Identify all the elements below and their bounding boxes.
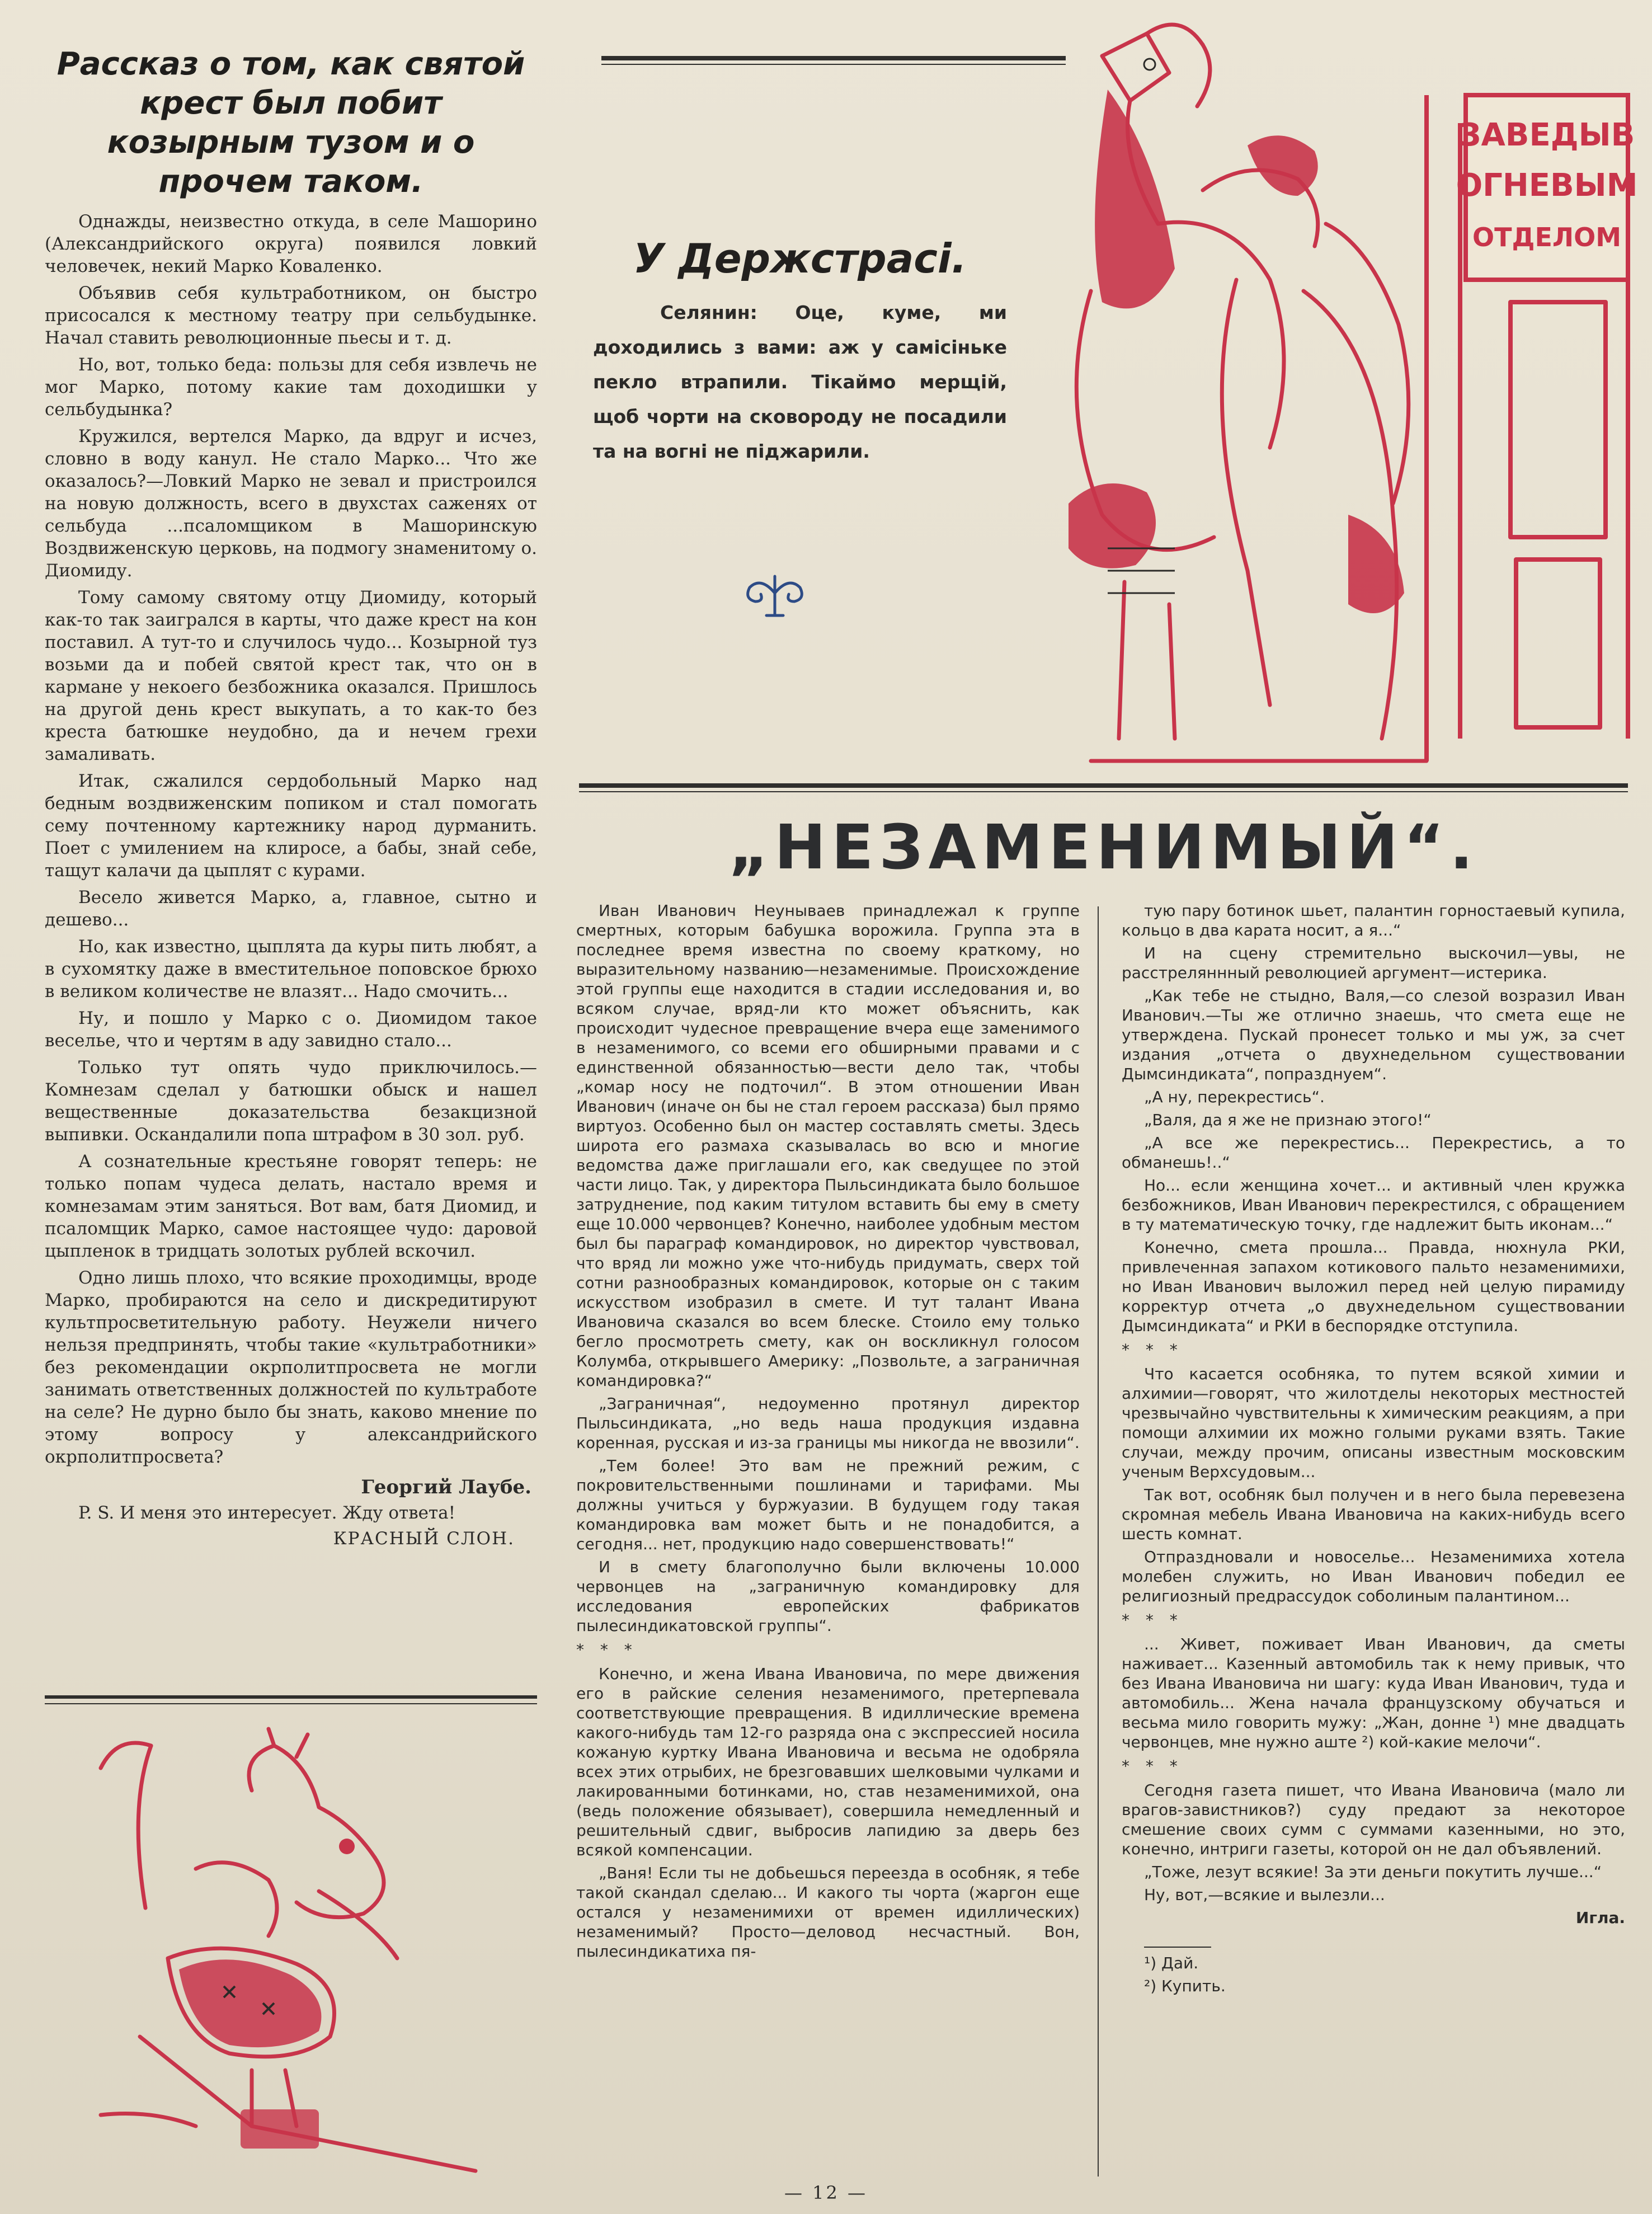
divider-rule bbox=[579, 783, 1628, 788]
article-paragraph: И в смету благополучно были включены 10.000 червонцев на „заграничную командировку для исследования европейских фабрикатов пылесиндикатовской группы“. bbox=[576, 1558, 1080, 1635]
speaker-label: Селянин: bbox=[660, 302, 757, 323]
story-author: Георгий Лаубе. bbox=[361, 1476, 531, 1498]
article-paragraph: тую пару ботинок шьет, палантин горностаевый купила, кольцо в два карата носит, а я...“ bbox=[1122, 901, 1625, 939]
speaker-line: Оце, куме, ми доходились з вами: аж у самісіньке пекло втрапили. Тікаймо мерщій, щоб чорти на сковороду не посадили та на вогні не піджарили. bbox=[593, 302, 1007, 462]
footnote-rule bbox=[1144, 1947, 1211, 1948]
fire-department-cartoon bbox=[1035, 11, 1639, 789]
ornament-icon bbox=[733, 571, 817, 621]
divider-rule bbox=[601, 56, 1066, 60]
article-paragraph: Сегодня газета пишет, что Ивана Ивановича (мало ли врагов-завистников?) суду предают за некоторое смешение своих сумм с суммами казенными, но это, конечно, интриги газеты, которой он не дал объявлений. bbox=[1122, 1781, 1625, 1858]
divider-rule bbox=[45, 1703, 537, 1704]
left-story bbox=[45, 45, 537, 1549]
section-break: * * * bbox=[1122, 1757, 1183, 1775]
derzhstrakh-text bbox=[593, 295, 1007, 469]
section-break: * * * bbox=[576, 1640, 638, 1659]
divider-rule bbox=[579, 791, 1628, 792]
article-paragraph: „А ну, перекрестись“. bbox=[1144, 1088, 1325, 1106]
article-paragraph: „Ваня! Если ты не добьешься переезда в особняк, я тебе такой скандал сделаю... И какого ты чорта (жаргон еще остался у незаменимихи от времен идиллических) незаменимый? Просто—деловод несчастный. Вон, пылесиндикатиха пя- bbox=[576, 1864, 1080, 1961]
story-paragraph: Ну, и пошло у Марко с о. Диомидом такое веселье, что и чертям в аду завидно стало... bbox=[45, 1008, 537, 1051]
story-paragraph: Одно лишь плохо, что всякие проходимцы, вроде Марко, пробираются на село и дискредитируют культпросветительную работу. Неужели ничего нельзя предпринять, чтобы такие «культработники» без рекомендации окрполитпросвета не могли занимать ответственных должностей по культработе на селе? Не дурно было бы знать, каково мнение по этому вопросу у александрийского окрполитпросвета? bbox=[45, 1268, 537, 1467]
footnote: ²) Купить. bbox=[1144, 1977, 1226, 1995]
article-paragraph: „Как тебе не стыдно, Валя,—со слезой возразил Иван Иванович.—Ты же отлично знаешь, что смета еще не утверждена. Пускай пронесет только и мы уж, за счет издания „отчета о двухнедельном существовании Дымсиндиката“, попразднуем“. bbox=[1122, 986, 1625, 1083]
story-paragraph: Итак, сжалился сердобольный Марко над бедным воздвиженским попиком и стал помогать сему почтенному картежнику народ дурманить. Поет с умилением на клиросе, а бабы, знай себе, тащут калачи да цыплят с курами. bbox=[45, 771, 537, 881]
article-paragraph: Конечно, смета прошла... Правда, нюхнула РКИ, привлеченная запахом котикового пальто незаменимихи, но Иван Иванович выложил перед ней целую пирамиду корректур отчета „о двухнедельном существовании Дымсиндиката“ и РКИ в беспорядке отступила. bbox=[1122, 1238, 1625, 1335]
article-paragraph: Отпраздновали и новоселье... Незаменимиха хотела молебен служить, но Иван Иванович победил ее религиозный предрассудок соболиным палантином... bbox=[1122, 1548, 1625, 1605]
story-paragraph: Только тут опять чудо приключилось.—Комнезам сделал у батюшки обыск и нашел вещественные доказательства безакцизной выпивки. Оскандалили попа штрафом в 30 зол. руб. bbox=[45, 1057, 537, 1145]
article-signature: Игла. bbox=[1575, 1909, 1625, 1927]
story-paragraph: Но, как известно, цыплята да куры пить любят, а в сухомятку даже в вместительное поповское брюхо в великом количестве не влазят... Надо смочить... bbox=[45, 937, 537, 1002]
divider-rule bbox=[45, 1695, 537, 1699]
article-paragraph: Так вот, особняк был получен и в него была перевезена скромная мебель Ивана Ивановича на каких-нибудь всего шесть комнат. bbox=[1122, 1486, 1625, 1543]
column-divider bbox=[1098, 906, 1099, 2177]
article-paragraph: Но... если женщина хочет... и активный член кружка безбожников, Иван Иванович перекрестился, с обращением в ту математическую точку, где надлежит быть иконам...“ bbox=[1122, 1176, 1625, 1234]
article-paragraph: „Тем более! Это вам не прежний режим, с покровительственными пошлинами и тарифами. Мы должны учиться у буржуазии. В будущем году такая командировка вам может быть и не понадобится, а сегодня... нет, продукцию надо совершенствовать!“ bbox=[576, 1456, 1080, 1553]
sign-line-2: ОГНЕВЫМ bbox=[1456, 167, 1638, 204]
sign-line-1: ЗАВЕДЫВ bbox=[1458, 117, 1635, 153]
article-paragraph: „Заграничная“, недоуменно протянул директор Пыльсиндиката, „но ведь наша продукция издавна коренная, русская и из-за границы мы никогда не ввозили“. bbox=[576, 1394, 1080, 1452]
story-postscript: P. S. И меня это интересует. Жду ответа! bbox=[78, 1503, 456, 1523]
story-paragraph: Объявив себя культработником, он быстро присосался к местному театру при сельбудынке. Начал ставить революционные пьесы и т. д. bbox=[45, 283, 537, 348]
section-break: * * * bbox=[1122, 1341, 1183, 1359]
story-paragraph: Тому самому святому отцу Диомиду, который как-то так заигрался в карты, что даже крест на кон поставил. А тут-то и случилось чудо... Козырной туз возьми да и побей святой крест так, что он в кармане у некоего безбожника оказался. Пришлось на другой день крест выкупать, а то как-то без креста батюшке неудобно, да и нечем грехи замаливать. bbox=[45, 587, 537, 764]
section-break: * * * bbox=[1122, 1611, 1183, 1629]
story-paragraph: Но, вот, только беда: пользы для себя извлечь не мог Марко, потому какие там доходишки у сельбудынка? bbox=[45, 355, 537, 420]
story-paragraph: А сознательные крестьяне говорят теперь: не только попам чудеса делать, настало время и комнезамам этим заняться. Вот вам, батя Диомид, и псаломщик Марко, самое настоящее чудо: даровой цыпленок в тридцать золотых рублей вскочил. bbox=[45, 1151, 537, 1261]
article-paragraph: Конечно, и жена Ивана Ивановича, по мере движения его в райские селения незаменимого, претерпевала соответствующие превращения. В идиллические времена какого-нибудь там 12-го разряда она с экспрессией носила кожаную куртку Ивана Ивановича и весьма не одобряла всех этих отрыбих, не брезговавших шелковыми чулками и лакированными ботинками, но, став незаменимихой, она (ведь положение обязывает), совершила немедленный и решительный сдвиг, выбросив лапидию за дверь без всякой компенсации. bbox=[576, 1665, 1080, 1859]
devil-priest-cartoon bbox=[84, 1723, 520, 2182]
story-paragraph: Весело живется Марко, а, главное, сытно и дешево... bbox=[45, 887, 537, 930]
article-paragraph: Иван Иванович Неунываев принадлежал к группе смертных, которым бабушка ворожила. Группа эта в последнее время известна по своему краткому, но выразительному названию—незаменимые. Происхождение этой группы еще находится в стадии исследования и, во всяком случае, вряд-ли кто может объяснить, как происходит чудесное превращение вчера еще заменимого в незаменимого, со всеми его обширными правами и с единственной обязанностью—вести дело так, чтобы „комар носу не подточил“. В этом отношении Иван Иванович (иначе он бы не стал героем рассказа) был прямо виртуоз. Особенно был он мастер составлять сметы. Здесь широта его размаха сказывалась во всю и многие ведомства даже приглашали его, как сведущее по этой части лицо. Так, у директора Пыльсиндиката было большое затруднение, под каким титулом вставить бы ему в смету еще 10.000 червонцев? Конечно, наиболее удобным местом был бы параграф командировок, но директор чувствовал, что вряд ли можно уже что-нибудь придумать, сверх той сотни разнообразных командировок, которые он с таким искусством изобразил в смете. И тут талант Ивана Ивановича сказался во всем блеске. Стоило ему только бегло просмотреть смету, как он воскликнул голосом Колумба, открывшего Америку: „Позвольте, а заграничная командировка?“ bbox=[576, 901, 1080, 1390]
article-paragraph: Что касается особняка, то путем всякой химии и алхимии—говорят, что жилотделы некоторых местностей чрезвычайно чувствительны к химическим реакциям, а при помощи алхимии их можно голыми руками взять. Такие случаи, между прочим, описаны известным московским ученым Верхсудовым... bbox=[1122, 1365, 1625, 1481]
article-column-2 bbox=[1122, 901, 1625, 1999]
article-headline: „НЕЗАМЕНИМЫЙ“. bbox=[728, 811, 1479, 883]
article-column-1 bbox=[576, 901, 1080, 1964]
article-paragraph: ... Живет, поживает Иван Иванович, да сметы наживает... Казенный автомобиль так к нему привык, что без Ивана Ивановича ни шагу: куда Иван Иванович, туда и автомобиль... Жена начала французскому обучаться и весьма мило говорить мужу: „Жан, донне ¹) мне двадцать червонцев, мне нужно аште ²) кой-какие мелочи“. bbox=[1122, 1635, 1625, 1751]
divider-rule bbox=[601, 64, 1066, 65]
article-paragraph: „А все же перекрестись... Перекрестись, а то обманешь!..“ bbox=[1122, 1134, 1625, 1172]
sign-line-3: ОТДЕЛОМ bbox=[1472, 222, 1621, 252]
story-signature: КРАСНЫЙ СЛОН. bbox=[333, 1529, 515, 1549]
derzhstrakh-title: У Держстрасі. bbox=[633, 235, 967, 282]
story-title: Рассказ о том, как святой крест был побит козырным тузом и о прочем таком. bbox=[57, 46, 525, 200]
article-paragraph: „Тоже, лезут всякие! За эти деньги покутить лучше...“ bbox=[1144, 1863, 1602, 1881]
article-paragraph: „Валя, да я же не признаю этого!“ bbox=[1144, 1111, 1432, 1129]
story-paragraph: Однажды, неизвестно откуда, в селе Машорино (Александрийского округа) появился ловкий человечек, некий Марко Коваленко. bbox=[45, 211, 537, 276]
article-paragraph: И на сцену стремительно выскочил—увы, не расстреляннный революцией аргумент—истерика. bbox=[1122, 944, 1625, 982]
derzhstrakh-item bbox=[593, 235, 1007, 469]
story-paragraph: Кружился, вертелся Марко, да вдруг и исчез, словно в воду канул. Не стало Марко... Что же оказалось?—Ловкий Марко не зевал и пристроился на новую должность, всего в двухстах саженях от сельбуда ...псаломщиком в Машоринскую Воздвиженскую церковь, на подмогу знаменитому о. Диомиду. bbox=[45, 426, 537, 581]
footnote: ¹) Дай. bbox=[1144, 1954, 1199, 1972]
page-number: — 12 — bbox=[784, 2182, 868, 2203]
article-paragraph: Ну, вот,—всякие и вылезли... bbox=[1144, 1886, 1385, 1904]
